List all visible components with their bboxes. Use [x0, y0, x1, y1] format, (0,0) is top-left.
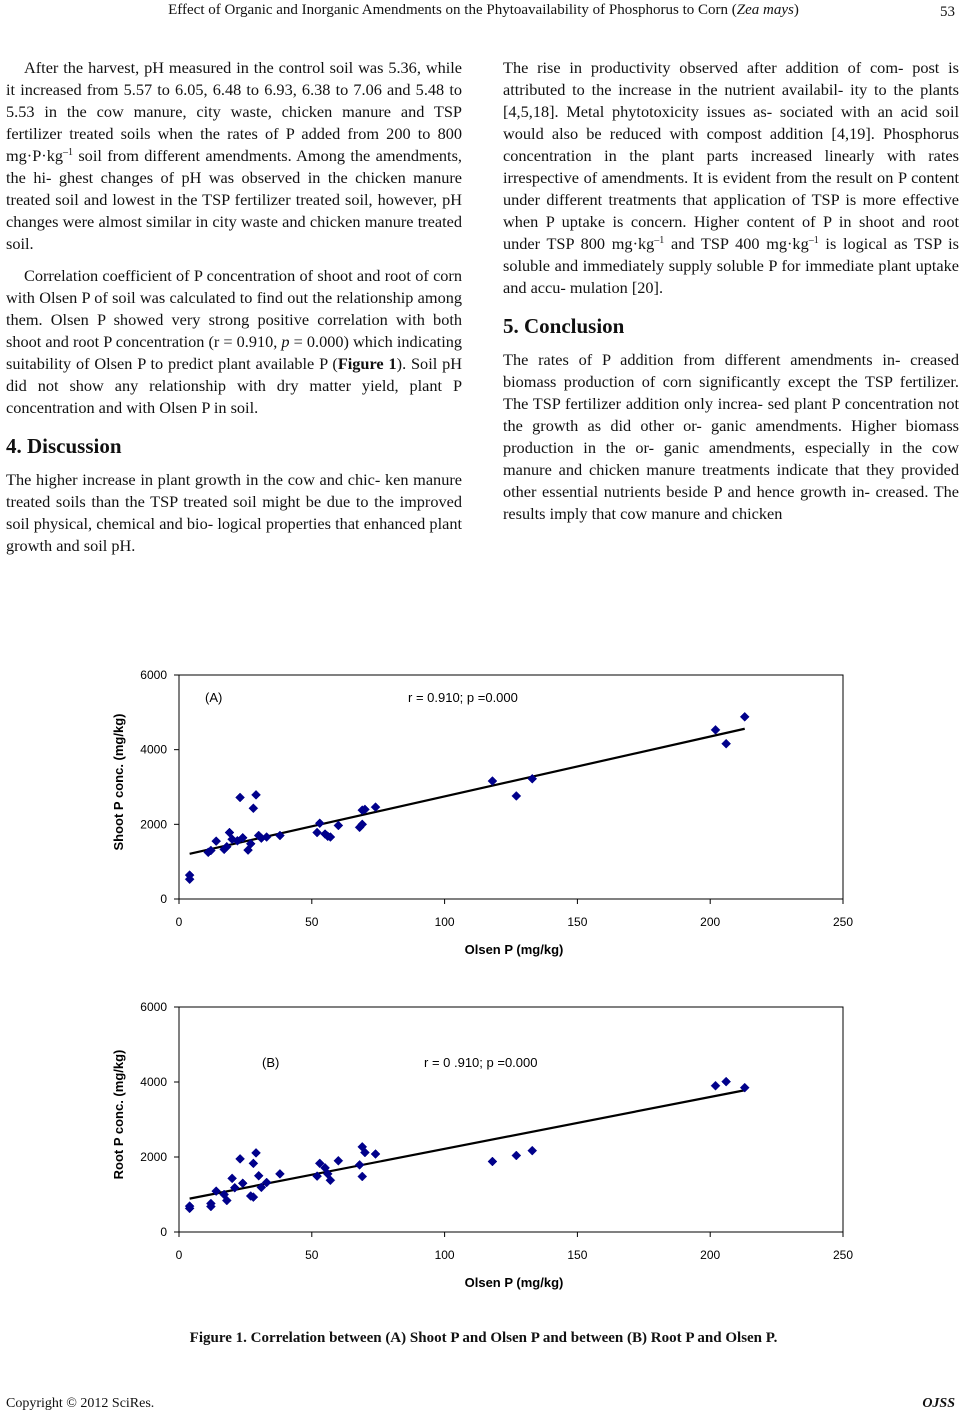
- section-heading-conclusion: 5. Conclusion: [503, 314, 625, 338]
- chart-a-y-axis-label: Shoot P conc. (mg/kg): [111, 713, 126, 851]
- superscript: –1: [654, 235, 665, 246]
- chart-a-x-tick-label: 100: [434, 915, 455, 929]
- chart-b-data-point: [488, 1157, 497, 1166]
- chart-a-y-tick-label: 6000: [140, 668, 167, 682]
- text-run: ). Soil pH did not show any relationship with dry matter yield, plant P concentration and with Olsen P in soil.: [6, 354, 462, 417]
- text-run: After the harvest, pH measured in the control soil was 5.36, while it increased from 5.57 to 6.05, 6.48 to 6.93, 6.38 to 7.06 and 5.48 to 5.53 in the cow manure, city waste, chicken manure and TSP fertilizer treated soils when the rates of P added from 200 to 800 mg·P·kg: [6, 58, 462, 165]
- chart-a-x-tick-label: 150: [567, 915, 588, 929]
- chart-b-y-tick-label: 2000: [140, 1150, 167, 1164]
- page-number: 53: [940, 4, 955, 20]
- chart-b-data-point: [358, 1172, 367, 1181]
- chart-b-data-point: [254, 1171, 263, 1180]
- text-run: The rise in productivity observed after addition of com- post is attributed to the increase in the nutrient availabil- ity to the plants [4,5,18]. Metal phytotoxicity issues as- sociated with an acid soil would also be reduced with compost addition [4,19]. Phosphorus concentration in the plant parts increased linearly with rates irrespective of amendments. It is evident from the result on P content under different treatments that application of TSP is more effective when P uptake is concern. Higher content of P in shoot and root under TSP 800 mg·kg: [503, 58, 959, 253]
- chart-a-data-point: [252, 790, 261, 799]
- chart-b-data-point: [371, 1150, 380, 1159]
- chart-a-x-tick-label: 250: [832, 915, 854, 929]
- running-title-text: Effect of Organic and Inorganic Amendments on the Phytoavailability of Phosphorus to Corn (: [168, 2, 737, 18]
- chart-a-data-point: [236, 793, 245, 802]
- chart-a-data-point: [711, 725, 720, 734]
- chart-a-data-point: [315, 819, 324, 828]
- chart-b-y-axis-label: Root P conc. (mg/kg): [111, 1049, 126, 1180]
- chart-a-data-point: [740, 712, 749, 721]
- chart-a-x-axis-label: Olsen P (mg/kg): [464, 942, 564, 957]
- chart-b-plot-frame: [179, 1007, 843, 1232]
- left-column: [6, 57, 462, 567]
- chart-a-data-point: [722, 739, 731, 748]
- figure-svg: [0, 660, 967, 1300]
- chart-b-data-point: [275, 1169, 284, 1178]
- chart-b-data-point: [252, 1148, 261, 1157]
- chart-b-y-tick-label: 4000: [140, 1075, 167, 1089]
- chart-a-y-tick-label: 2000: [140, 817, 167, 832]
- journal-abbreviation: OJSS: [922, 1396, 955, 1411]
- chart-a-data-point: [512, 791, 521, 800]
- paragraph-ph-results: [6, 57, 462, 255]
- chart-a-data-point: [249, 804, 258, 813]
- paragraph-correlation: [6, 265, 462, 419]
- chart-b-data-point: [249, 1159, 258, 1168]
- chart-b-x-tick-label: 100: [434, 1248, 455, 1262]
- chart-a-plot-frame: [179, 675, 843, 899]
- page-header: [0, 0, 967, 22]
- chart-b-x-tick-label: 150: [567, 1248, 588, 1262]
- text-run: = 0.000) which indicating suitability of Olsen P to predict plant available P (: [6, 332, 463, 373]
- chart-b-x-axis-label: Olsen P (mg/kg): [464, 1275, 564, 1290]
- chart-b-stats-annotation: r = 0 .910; p =0.000: [424, 1055, 538, 1070]
- chart-b-x-tick-label: 0: [175, 1248, 183, 1262]
- chart-b-data-point: [355, 1160, 364, 1169]
- chart-a-x-tick-label: 0: [175, 915, 183, 929]
- chart-a-trendline: [190, 729, 745, 854]
- paragraph-productivity: [503, 57, 959, 299]
- chart-b-data-point: [722, 1077, 731, 1086]
- superscript: –1: [62, 147, 73, 158]
- chart-b-data-point: [711, 1081, 720, 1090]
- chart-b-data-point: [236, 1154, 245, 1163]
- chart-b-x-tick-label: 50: [305, 1248, 319, 1262]
- paragraph-conclusion: The rates of P addition from different amendments in- creased biomass production of corn significantly except the TSP fertilizer. The TSP fertilizer addition only increa- sed plant P concentration not the growth as did other or- ganic amendments. Higher biomass production in the or- ganic amendments, especially in the cow manure and chicken manure treatments indicate that they provided other essential nutrients beside P and hence growth in- creased. The results imply that cow manure and chicken: [503, 350, 959, 523]
- right-column: [503, 57, 959, 535]
- chart-a-y-tick-label: 4000: [140, 742, 167, 757]
- chart-b-data-point: [238, 1179, 247, 1188]
- chart-b-y-tick-label: 0: [160, 1225, 167, 1239]
- chart-a-data-point: [334, 821, 343, 830]
- chart-b-x-tick-label: 200: [700, 1248, 721, 1262]
- copyright-notice: Copyright © 2012 SciRes.: [6, 1396, 155, 1411]
- running-title-species: Zea mays: [736, 2, 794, 18]
- chart-b-panel-label: (B): [262, 1055, 280, 1070]
- section-heading-discussion: 4. Discussion: [6, 434, 122, 458]
- superscript: –1: [808, 235, 819, 246]
- chart-b-x-tick-label: 250: [832, 1248, 854, 1262]
- chart-a-y-tick-label: 0: [160, 892, 167, 906]
- figure-1: [0, 660, 967, 1300]
- running-title: [0, 2, 967, 19]
- chart-b-data-point: [228, 1174, 237, 1183]
- chart-b-trendline: [190, 1090, 745, 1198]
- chart-a-stats-annotation: r = 0.910; p =0.000: [408, 690, 518, 705]
- paragraph-discussion: The higher increase in plant growth in the cow and chic- ken manure treated soils than the TSP treated soil might be due to the improved soil physical, chemical and bio- logical properties that enhanced plant growth and soil pH.: [6, 470, 462, 555]
- figure-reference: Figure 1: [337, 354, 397, 373]
- chart-a-x-tick-label: 200: [700, 915, 721, 929]
- chart-b-data-point: [512, 1151, 521, 1160]
- chart-b-data-point: [528, 1146, 537, 1155]
- chart-a-data-point: [212, 837, 221, 846]
- chart-a-data-point: [313, 828, 322, 837]
- text-run: is logical as TSP is soluble and immediately supply soluble P for immediate plant uptake and accu- mulation [20].: [503, 234, 960, 297]
- text-run: and TSP 400 mg·kg: [664, 234, 809, 253]
- text-run: soil from different amendments. Among the amendments, the hi- ghest changes of pH was observed in the chicken manure treated soil and lowest in the TSP fertilizer treated soil, however, pH changes were almost similar in city waste and chicken manure treated soil.: [6, 146, 462, 253]
- figure-caption: Figure 1. Correlation between (A) Shoot P and Olsen P and between (B) Root P and Olsen P.: [189, 1330, 778, 1346]
- text-run: Correlation coefficient of P concentration of shoot and root of corn with Olsen P of soil was calculated to find out the relationship among them. Olsen P showed very strong positive correlation with both shoot and root P concentration (r = 0.910,: [6, 266, 462, 351]
- running-title-end: ): [793, 2, 799, 18]
- italic-p: p: [281, 332, 290, 351]
- chart-b-y-tick-label: 6000: [140, 1000, 167, 1014]
- chart-a-panel-label: (A): [205, 690, 223, 705]
- chart-b-data-point: [334, 1156, 343, 1165]
- chart-a-x-tick-label: 50: [305, 915, 319, 929]
